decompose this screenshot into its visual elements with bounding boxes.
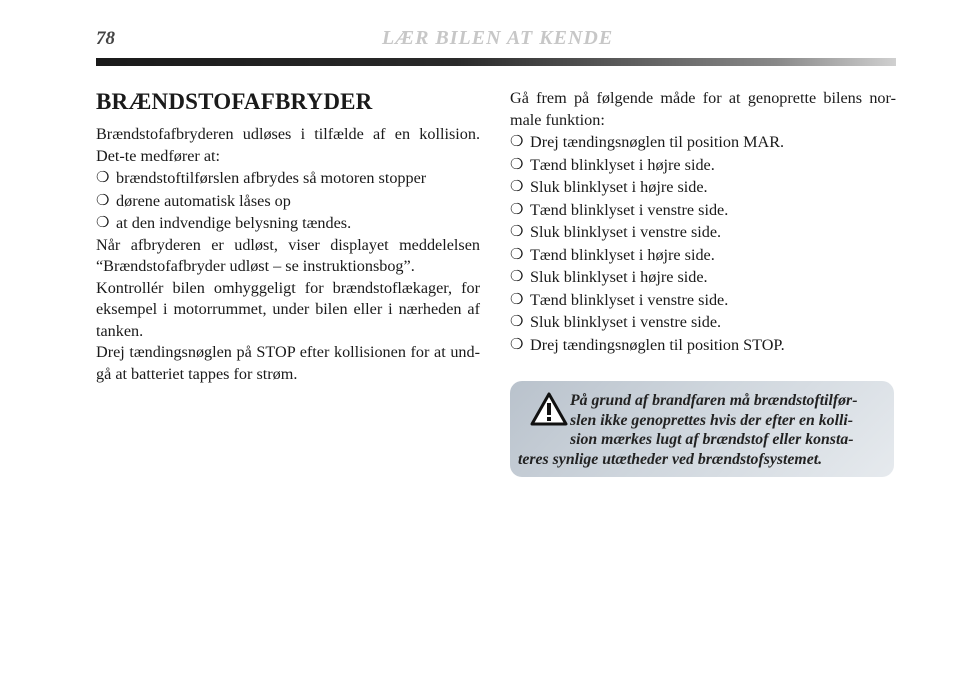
- bullet-icon: ❍: [510, 291, 524, 308]
- list-item: [96, 212, 480, 235]
- step-text: Sluk blinklyset i højre side.: [530, 268, 708, 286]
- bullet-icon: ❍: [510, 269, 524, 285]
- step-item: [510, 311, 896, 334]
- display-message-paragraph: Når afbryderen er udløst, viser displayet meddelelsen “Brændstofafbryder udløst – se instruktionsbog”.: [96, 235, 480, 275]
- warning-box: [510, 381, 894, 477]
- effects-list: [96, 167, 480, 235]
- bullet-icon: ❍: [510, 179, 524, 195]
- bullet-icon: ❍: [510, 134, 524, 150]
- bullet-icon: ❍: [510, 246, 524, 263]
- list-item: [96, 190, 480, 213]
- step-text: Sluk blinklyset i højre side.: [530, 178, 708, 196]
- step-item: [510, 334, 896, 357]
- list-item-text: dørene automatisk låses op: [116, 191, 291, 210]
- step-text: Tænd blinklyset i højre side.: [530, 155, 715, 174]
- warning-line: sion mærkes lugt af brændstof eller konsta-: [570, 431, 854, 449]
- inspection-paragraph: Kontrollér bilen omhyggeligt for brændstoflækager, for eksempel i motorrummet, under bilen eller i nærheden af tanken.: [96, 278, 480, 340]
- intro-paragraph: Brændstofafbryderen udløses i tilfælde af en kollision. Det-te medfører at:: [96, 125, 480, 165]
- step-item: [510, 266, 896, 289]
- step-item: [510, 244, 896, 267]
- step-item: [510, 154, 896, 177]
- bullet-icon: ❍: [96, 170, 110, 186]
- bullet-icon: ❍: [510, 201, 524, 218]
- step-text: Tænd blinklyset i venstre side.: [530, 290, 729, 309]
- running-title: LÆR BILEN AT KENDE: [382, 27, 614, 49]
- step-item: [510, 221, 896, 244]
- step-text: Tænd blinklyset i venstre side.: [530, 200, 729, 219]
- list-item: [96, 167, 480, 190]
- step-item: [510, 131, 896, 154]
- list-item-text: brændstoftilførslen afbrydes så motoren stopper: [116, 169, 427, 187]
- warning-line: slen ikke genoprettes hvis der efter en kolli-: [570, 411, 853, 429]
- right-column: [510, 88, 896, 356]
- bullet-icon: ❍: [510, 336, 524, 353]
- bullet-icon: ❍: [96, 215, 110, 231]
- section-title: BRÆNDSTOFAFBRYDER: [96, 89, 373, 114]
- step-item: [510, 199, 896, 222]
- bullet-icon: ❍: [96, 192, 110, 209]
- bullet-icon: ❍: [510, 156, 524, 173]
- step-item: [510, 176, 896, 199]
- step-item: [510, 289, 896, 312]
- step-text: Sluk blinklyset i venstre side.: [530, 313, 722, 331]
- step-text: Sluk blinklyset i venstre side.: [530, 223, 722, 241]
- warning-text: [510, 391, 894, 469]
- warning-line: teres synlige utætheder ved brændstofsystemet.: [518, 450, 823, 468]
- bullet-icon: ❍: [510, 314, 524, 330]
- page-number: 78: [96, 28, 115, 49]
- procedure-steps: [510, 131, 896, 356]
- list-item-text: at den indvendige belysning tændes.: [116, 214, 352, 232]
- ignition-paragraph: Drej tændingsnøglen på STOP efter kollisionen for at und-gå at batteriet tappes for strøm.: [96, 343, 480, 383]
- step-text: Drej tændingsnøglen til position MAR.: [530, 133, 785, 151]
- step-text: Drej tændingsnøglen til position STOP.: [530, 335, 785, 354]
- bullet-icon: ❍: [510, 224, 524, 240]
- warning-line: På grund af brandfaren må brændstoftilfør-: [570, 392, 858, 409]
- step-text: Tænd blinklyset i højre side.: [530, 245, 715, 264]
- header-rule: [96, 58, 896, 66]
- procedure-intro: Gå frem på følgende måde for at genoprette bilens nor-male funktion:: [510, 89, 896, 129]
- left-column: [96, 88, 480, 385]
